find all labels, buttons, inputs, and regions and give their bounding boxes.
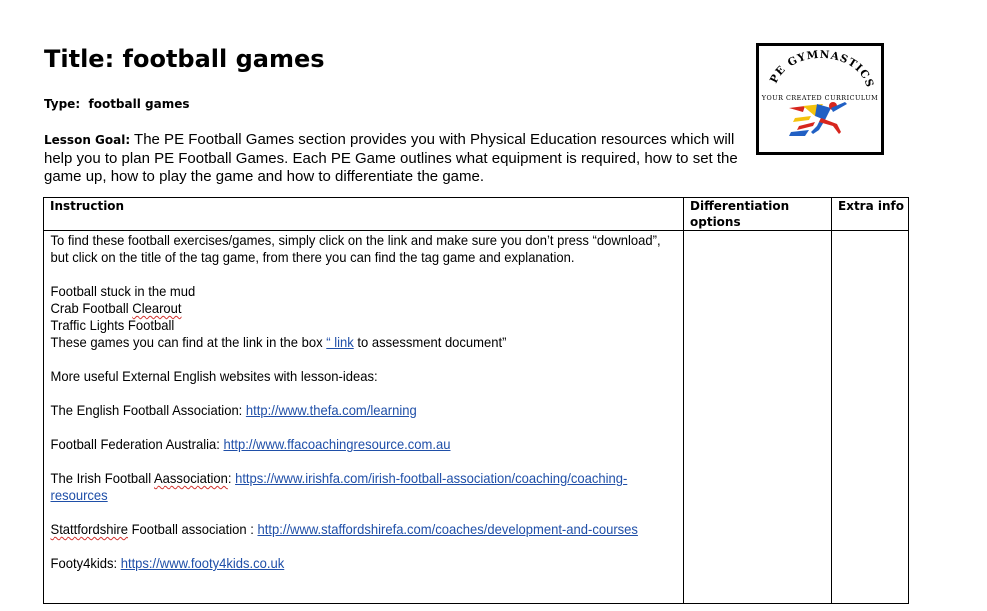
game-item: Traffic Lights Football	[50, 317, 175, 333]
game-item: Football stuck in the mud	[50, 283, 196, 299]
logo-graphic	[759, 46, 881, 152]
game-item: Crab Football Clearout	[50, 300, 182, 316]
instruction-content	[44, 231, 679, 572]
misspelled-word: Clearout	[132, 300, 182, 316]
header-extra-info: Extra info	[832, 198, 909, 231]
lesson-goal-label: Lesson Goal:	[44, 133, 131, 147]
more-sites-heading: More useful External English websites with lesson-ideas:	[50, 368, 378, 384]
resource-link[interactable]: http://www.staffordshirefa.com/coaches/development-and-courses	[257, 521, 638, 537]
resource-link[interactable]: http://www.thefa.com/learning	[245, 402, 417, 418]
resource-link[interactable]: https://www.irishfa.com/irish-football-association/coaching/coaching-resources	[50, 470, 628, 503]
logo-top-text: PE GYMNASTICS	[767, 48, 876, 90]
runner-icon	[789, 102, 847, 136]
type-label: Type:	[44, 97, 81, 111]
differentiation-cell[interactable]	[684, 231, 832, 604]
assessment-link[interactable]: “ link	[326, 334, 354, 350]
resource-item: The English Football Association: http://www.thefa.com/learning	[50, 402, 417, 418]
resource-item: Stattfordshire Football association : http://www.staffordshirefa.com/coaches/development-and-courses	[50, 521, 638, 537]
resource-link[interactable]: https://www.footy4kids.co.uk	[120, 555, 285, 571]
lesson-goal-text: The PE Football Games section provides you with Physical Education resources which will help you to plan PE Football Games. Each PE Game outlines what equipment is required, how to set the game up, how to play the game and how to differentiate the game.	[44, 131, 738, 185]
pe-gymnastics-logo	[756, 43, 884, 155]
instruction-cell	[44, 231, 684, 604]
header-instruction: Instruction	[44, 198, 684, 231]
games-link-line: These games you can find at the link in the box “ link to assessment document”	[50, 334, 507, 350]
intro-text: To find these football exercises/games, simply click on the link and make sure you don’t press “download”, but click on the title of the tag game, from there you can find the tag game and explanation.	[50, 232, 661, 265]
resource-link[interactable]: http://www.ffacoachingresource.com.au	[223, 436, 451, 452]
page-title: Title: football games	[44, 45, 325, 73]
lesson-goal	[44, 131, 764, 187]
table-row	[44, 231, 909, 604]
resource-item: The Irish Football Aassociation: https://www.irishfa.com/irish-football-association/coaching/coaching-resources	[50, 470, 628, 503]
logo-bottom-text: YOUR CREATED CURRICULUM	[761, 94, 879, 102]
type-value: football games	[88, 97, 190, 111]
header-differentiation: Differentiation options	[684, 198, 832, 231]
extra-info-cell[interactable]	[832, 231, 909, 604]
type-line	[44, 96, 190, 112]
resource-item: Footy4kids: https://www.footy4kids.co.uk	[50, 555, 285, 571]
lesson-table	[43, 197, 909, 604]
resource-item: Football Federation Australia: http://www.ffacoachingresource.com.au	[50, 436, 451, 452]
table-header-row	[44, 198, 909, 231]
